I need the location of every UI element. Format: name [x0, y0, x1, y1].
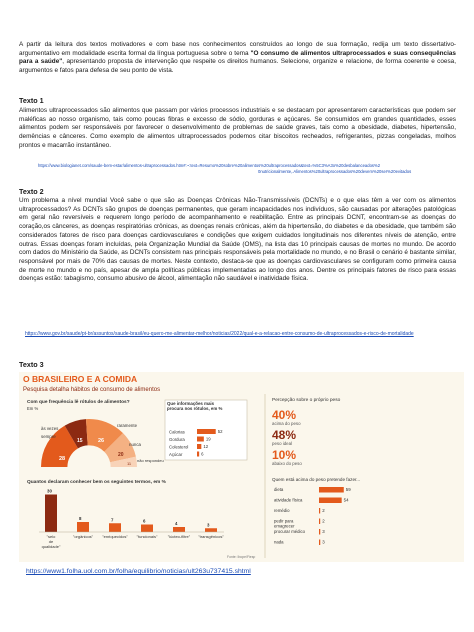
action-bar-4 [319, 519, 320, 525]
infographic-svg [19, 372, 464, 562]
intro-text-end: , apresentando proposta de intervenção que respeite os direitos humanos. Selecione, organize e relacione, de forma coerente e coesa, argumentos e fatos para defesa de seu ponto de vista. [19, 58, 456, 75]
intro-text: A partir da leitura dos textos motivadores e com base nos conhecimentos construídos ao longo de sua formação, redija um texto dissertativo-argumentativo em modalidade escrita formal da língua portuguesa sobre o tema [19, 41, 456, 57]
info-bar-gordura [197, 437, 204, 442]
terms-bar-4 [141, 525, 153, 533]
weight-label-2: peso ideal [272, 441, 293, 446]
action-label-6-1: nada [274, 539, 284, 545]
gauge-label-nao-respondeu: não respondeu [137, 458, 164, 463]
action-bar-5 [319, 529, 320, 535]
texto2-heading: Texto 2 [19, 187, 44, 196]
terms-title: Quantos declaram conhecer bem os seguintes termos, em % [27, 480, 166, 485]
terms-label-1-1: "selo [46, 534, 56, 539]
infographic-credit: Fonte: Ibope/Fiesp [227, 555, 256, 559]
info-title: Que informações mais procura nos rótulos, em % [167, 401, 223, 411]
action-label-5-1: procurar médico [274, 529, 306, 534]
gauge-label-sempre: sempre [41, 434, 56, 439]
intro-theme: "O consumo de alimentos ultraprocessados e suas consequências para a saúde" [19, 49, 456, 66]
weight-title: Percepção sobre o próprio peso [272, 398, 341, 403]
texto1-heading: Texto 1 [19, 96, 44, 105]
infographic [19, 372, 464, 562]
gauge-label-raramente: raramente [117, 423, 138, 428]
texto1-source-line2[interactable]: 0nutricionalmente,.Alimentos%20ultraprocessados%20devem%20ser%20evitados [258, 169, 412, 174]
weight-label-1: acima do peso [272, 421, 301, 426]
action-label-4-1: pedir para [274, 518, 294, 524]
action-bar-6 [319, 540, 320, 546]
info-bar-calorias [197, 429, 216, 434]
gauge-unit: Em % [27, 406, 39, 411]
action-bar-1 [319, 487, 344, 493]
action-value-5: 3 [322, 529, 325, 535]
gauge-value-sempre: 15 [77, 438, 83, 444]
terms-bar-2 [77, 522, 89, 532]
terms-label-2-1: "orgânicos" [72, 534, 94, 539]
gauge-question: Com que frequência lê rótulos de alimentos? [27, 400, 130, 405]
intro-paragraph [19, 41, 456, 76]
action-value-1: 59 [345, 487, 351, 493]
infographic-subtitle: Pesquisa detalha hábitos de consumo de alimentos [23, 387, 161, 393]
terms-label-3-1: "enriquecidos" [102, 534, 128, 539]
texto1-paragraph: Alimentos ultraprocessados são alimentos que passam por vários processos industriais e se destacam por apresentarem características que podem ser maléficas ao nosso organismo, tais como poucas fibras e excesso de sódio, gorduras e açúcares. Se consumidos em grandes quantidades, esses alimentos podem ser responsáveis por favorecer o desenvolvimento de problemas de saúde graves, tais como a obesidade, diabetes, hipertensão, demências e cânceres. Como exemplo de alimentos ultraprocessados podemos citar biscoitos recheados, refrigerantes, pizzas congeladas, molhos prontos e macarrão instantâneo. [19, 107, 456, 149]
action-value-2: 54 [343, 497, 349, 503]
terms-bar-3 [109, 523, 121, 532]
gauge-value-raramente: 26 [98, 438, 105, 444]
terms-value-5: 4 [175, 521, 178, 526]
texto2-paragraph: Um problema a nível mundial Você sabe o que são as Doenças Crônicas Não-Transmissíveis (DCNTs) e o que elas têm a ver com os alimentos ultraprocessados? As DCNTs são grupos de doenças permanentes, que geram incapacidades nos indivíduos, são causadas por alterações patológicas em geral não reversíveis e requerem longo período de acompanhamento e reabilitação. Entre as principais DCNT, encontram-se as doenças do coração,os cânceres, as doenças respiratórias crônicas, as doenças renais crônicas, além da hipertensão, do diabetes e da obesidade, que também são considerados fatores de risco para doenças cardiovasculares e condições que exigem cuidados longitudinais nos diferentes níveis de atenção, entre outras. Essas doenças foram incluídas, pela Organização Mundial da Saúde (OMS), na lista das 10 principais causas de mortes no mundo. De acordo com dados do Ministério da Saúde, as DCNTs consistem nas principais responsáveis pela mortalidade no mundo, e no Brasil o cenário é bastante similar, responsável por mais de 70% das causas de mortes. Neste contexto, destaca-se que as doenças cardiovasculares se configuram como primeira causa de morte no mundo e no país, apesar de ampla políticas públicas implementadas ao longo dos anos. Dentre os principais fatores de risco para essas doenças estão: tabagismo, consumo abusivo de álcool, alimentação não saudável e inatividade física. [19, 197, 456, 283]
action-label-3-1: remédio [274, 508, 290, 513]
terms-value-1: 30 [47, 488, 52, 494]
terms-label-1-3: qualidade" [41, 544, 61, 549]
action-value-3: 2 [322, 508, 325, 514]
action-label-4-2: emagrecer [274, 523, 295, 529]
info-value-acucar: 6 [201, 451, 204, 457]
info-label-colesterol: Colesterol [169, 444, 189, 450]
texto3-heading: Texto 3 [19, 360, 44, 369]
texto1-source-line1[interactable]: https://www.biologianet.com/saude-bem-estar/alimentos-ultraprocessados.htm#:~:text=Resumo%20sobre%20alimentos%20ultraprocessados&text=%5C3%A3o%20desbalanceados%2 [38, 163, 381, 168]
terms-bar-6 [205, 528, 217, 532]
terms-bar-1 [45, 495, 57, 533]
terms-value-4: 6 [143, 518, 146, 524]
texto3-source-link[interactable]: https://www1.folha.uol.com.br/folha/equilibrio/noticias/ult263u737415.shtml [26, 568, 251, 575]
terms-value-6: 3 [207, 522, 210, 528]
info-label-acucar: Açúcar [169, 452, 183, 457]
info-label-calorias: Calorias [169, 429, 185, 435]
actions-title: Quem está acima do peso pretende fazer... [272, 477, 361, 482]
info-value-colesterol: 12 [203, 444, 209, 450]
action-label-2-1: atividade física [274, 497, 303, 503]
action-value-4: 2 [322, 518, 325, 524]
weight-label-3: abaixo do peso [272, 461, 302, 466]
terms-value-3: 7 [111, 517, 114, 523]
terms-label-4-1: "funcionais" [136, 534, 158, 539]
gauge-value-nao-respondeu: 11 [127, 461, 132, 466]
info-value-calorias: 52 [217, 429, 223, 435]
gauge-value-as-vezes: 28 [59, 456, 66, 462]
weight-value-2: 48% [272, 428, 297, 442]
info-label-gordura: Gordura [169, 437, 185, 442]
action-bar-3 [319, 508, 320, 514]
info-value-gordura: 19 [205, 436, 211, 442]
weight-value-3: 10% [272, 448, 297, 462]
texto2-source-link[interactable]: https://www.gov.br/saude/pt-br/assuntos/saude-brasil/eu-quero-me-alimentar-melhor/noticias/2022/qual-e-a-relacao-entre-consumo-de-ultraprocessados-e-risco-de-mortalidade [25, 331, 414, 337]
terms-value-2: 8 [79, 516, 82, 521]
action-label-1-1: dieta [274, 487, 284, 492]
gauge-label-nunca: nunca [129, 442, 141, 447]
action-value-6: 3 [322, 539, 325, 545]
gauge-value-nunca: 20 [118, 452, 124, 458]
infographic-title: O BRASILEIRO E A COMIDA [23, 374, 138, 384]
gauge-label-as-vezes: às vezes [41, 426, 59, 431]
info-bar-acucar [197, 452, 199, 457]
action-bar-2 [319, 498, 342, 504]
weight-value-1: 40% [272, 408, 297, 422]
terms-bar-5 [173, 527, 185, 532]
info-bar-colesterol [197, 444, 201, 449]
terms-label-5-1: "lúcteo-filtre" [167, 534, 191, 539]
terms-label-6-1: "transgênicos" [198, 534, 224, 539]
terms-label-1-2: de [48, 539, 54, 544]
